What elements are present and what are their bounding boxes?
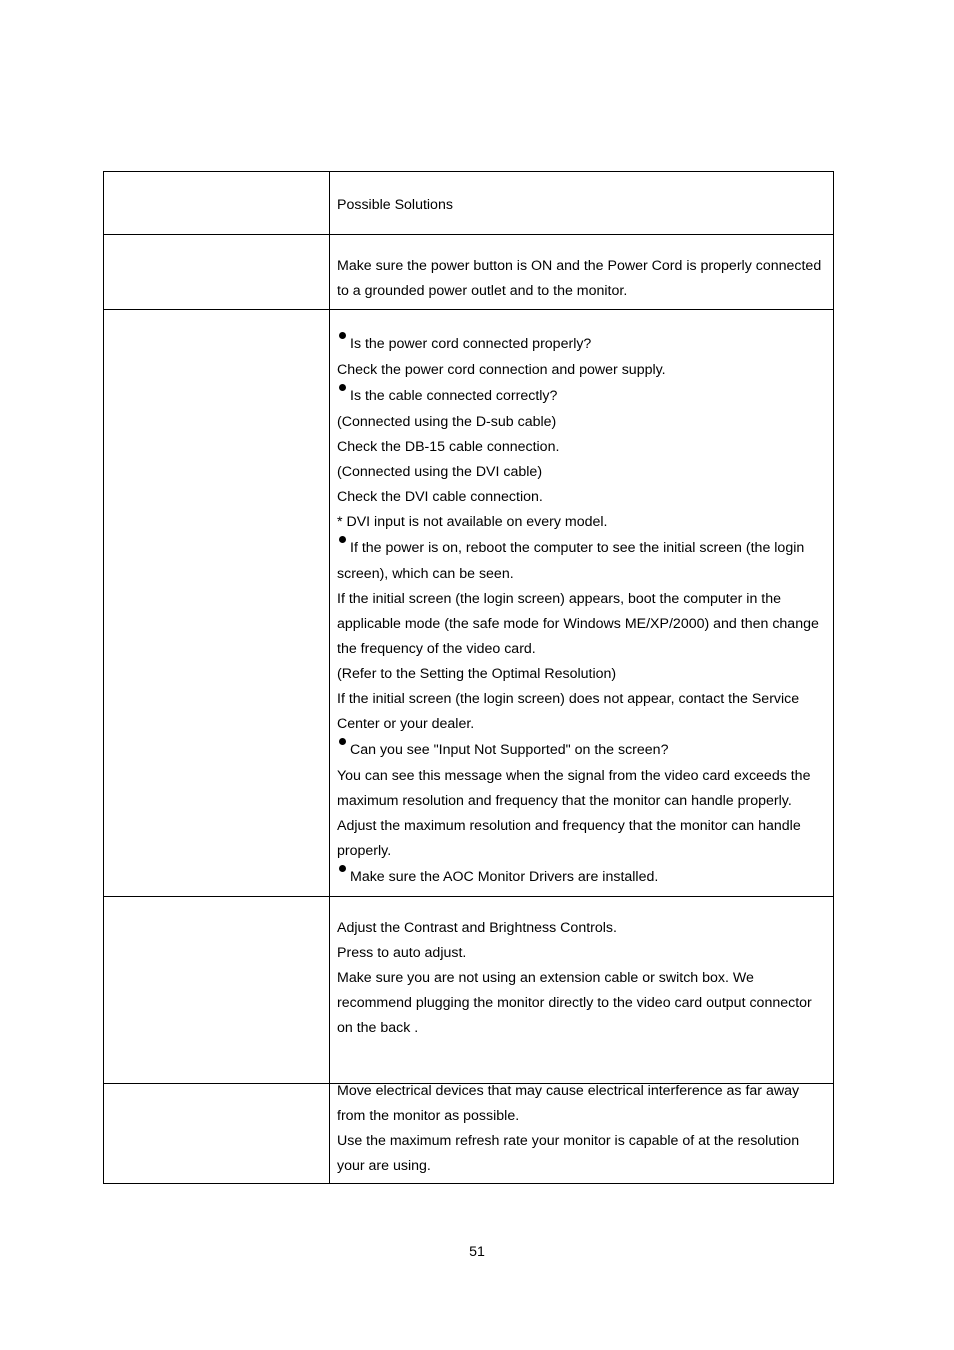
text-line	[337, 1016, 831, 1041]
line-text: You can see this message when the signal from the video card exceeds the	[337, 768, 811, 784]
text-line	[337, 637, 831, 662]
line-text: Is the cable connected correctly?	[350, 388, 558, 404]
text-line	[337, 460, 831, 485]
line-text: the frequency of the video card.	[337, 641, 536, 657]
solutions-cell-interference	[337, 1079, 831, 1179]
line-text: If the initial screen (the login screen) appears, boot the computer in the	[337, 591, 782, 607]
line-text: from the monitor as possible.	[337, 1108, 520, 1124]
bullet-icon	[339, 536, 346, 543]
text-line	[337, 687, 831, 712]
line-text: If the power is on, reboot the computer to see the initial screen (the login	[350, 540, 805, 556]
text-line	[337, 1129, 831, 1154]
bullet-item	[337, 331, 831, 358]
page-number: 51	[469, 1244, 485, 1260]
text-line	[337, 410, 831, 435]
line-text: (Refer to the Setting the Optimal Resolution)	[337, 666, 617, 682]
bullet-icon	[339, 332, 346, 339]
line-text: Press to auto adjust.	[337, 945, 467, 961]
column-divider	[329, 172, 330, 1183]
row-divider	[104, 234, 833, 235]
text-line	[337, 1104, 831, 1129]
bullet-item	[337, 383, 831, 410]
text-line	[337, 435, 831, 460]
header-solutions-cell	[337, 193, 831, 218]
line-text: Check the DB-15 cable connection.	[337, 439, 560, 455]
text-line	[337, 662, 831, 687]
text-line	[337, 941, 831, 966]
line-text: recommend plugging the monitor directly to the video card output connector	[337, 995, 812, 1011]
row-divider	[104, 896, 833, 897]
bullet-item	[337, 864, 831, 891]
line-text: maximum resolution and frequency that the monitor can handle properly.	[337, 793, 792, 809]
text-line	[337, 991, 831, 1016]
text-line	[337, 966, 831, 991]
text-line	[337, 814, 831, 839]
text-line	[337, 587, 831, 612]
text-line	[337, 358, 831, 383]
text-line	[337, 764, 831, 789]
line-text: Check the power cord connection and power supply.	[337, 362, 666, 378]
solutions-cell-no-picture	[337, 331, 831, 891]
row-divider	[104, 309, 833, 310]
bullet-item	[337, 535, 831, 562]
line-text: Center or your dealer.	[337, 716, 475, 732]
text-line	[337, 839, 831, 864]
line-text: on the back .	[337, 1020, 419, 1036]
line-text: Move electrical devices that may cause electrical interference as far away	[337, 1083, 800, 1099]
text-line	[337, 485, 831, 510]
bullet-icon	[339, 865, 346, 872]
line-text: properly.	[337, 843, 392, 859]
text-line	[337, 916, 831, 941]
line-text: (Connected using the DVI cable)	[337, 464, 543, 480]
header-solutions-label: Possible Solutions	[337, 197, 453, 213]
text-line	[337, 789, 831, 814]
bullet-icon	[339, 384, 346, 391]
text-line	[337, 1154, 831, 1179]
line-text: Check the DVI cable connection.	[337, 489, 543, 505]
bullet-icon	[339, 738, 346, 745]
text-line	[337, 712, 831, 737]
text-line	[337, 612, 831, 637]
line-text: Is the power cord connected properly?	[350, 336, 592, 352]
solutions-cell-image-quality	[337, 916, 831, 1041]
line-text: Adjust the Contrast and Brightness Controls.	[337, 920, 617, 936]
line-text: Make sure the power button is ON and the Power Cord is properly connected	[337, 258, 822, 274]
text-line	[337, 1079, 831, 1104]
text-line	[337, 562, 831, 587]
line-text: Make sure the AOC Monitor Drivers are installed.	[350, 869, 659, 885]
line-text: to a grounded power outlet and to the monitor.	[337, 283, 628, 299]
line-text: Can you see "Input Not Supported" on the screen?	[350, 742, 669, 758]
line-text: Make sure you are not using an extension cable or switch box. We	[337, 970, 754, 986]
line-text: Use the maximum refresh rate your monitor is capable of at the resolution	[337, 1133, 800, 1149]
troubleshooting-table	[103, 171, 834, 1184]
line-text: applicable mode (the safe mode for Windows ME/XP/2000) and then change	[337, 616, 819, 632]
text-line	[337, 279, 831, 304]
line-text: * DVI input is not available on every model.	[337, 514, 608, 530]
line-text: (Connected using the D-sub cable)	[337, 414, 557, 430]
bullet-item	[337, 737, 831, 764]
text-line	[337, 254, 831, 279]
line-text: your are using.	[337, 1158, 431, 1174]
text-line	[337, 510, 831, 535]
solutions-cell-power	[337, 254, 831, 304]
line-text: If the initial screen (the login screen) does not appear, contact the Service	[337, 691, 800, 707]
line-text: Adjust the maximum resolution and frequency that the monitor can handle	[337, 818, 801, 834]
line-text: screen), which can be seen.	[337, 566, 514, 582]
